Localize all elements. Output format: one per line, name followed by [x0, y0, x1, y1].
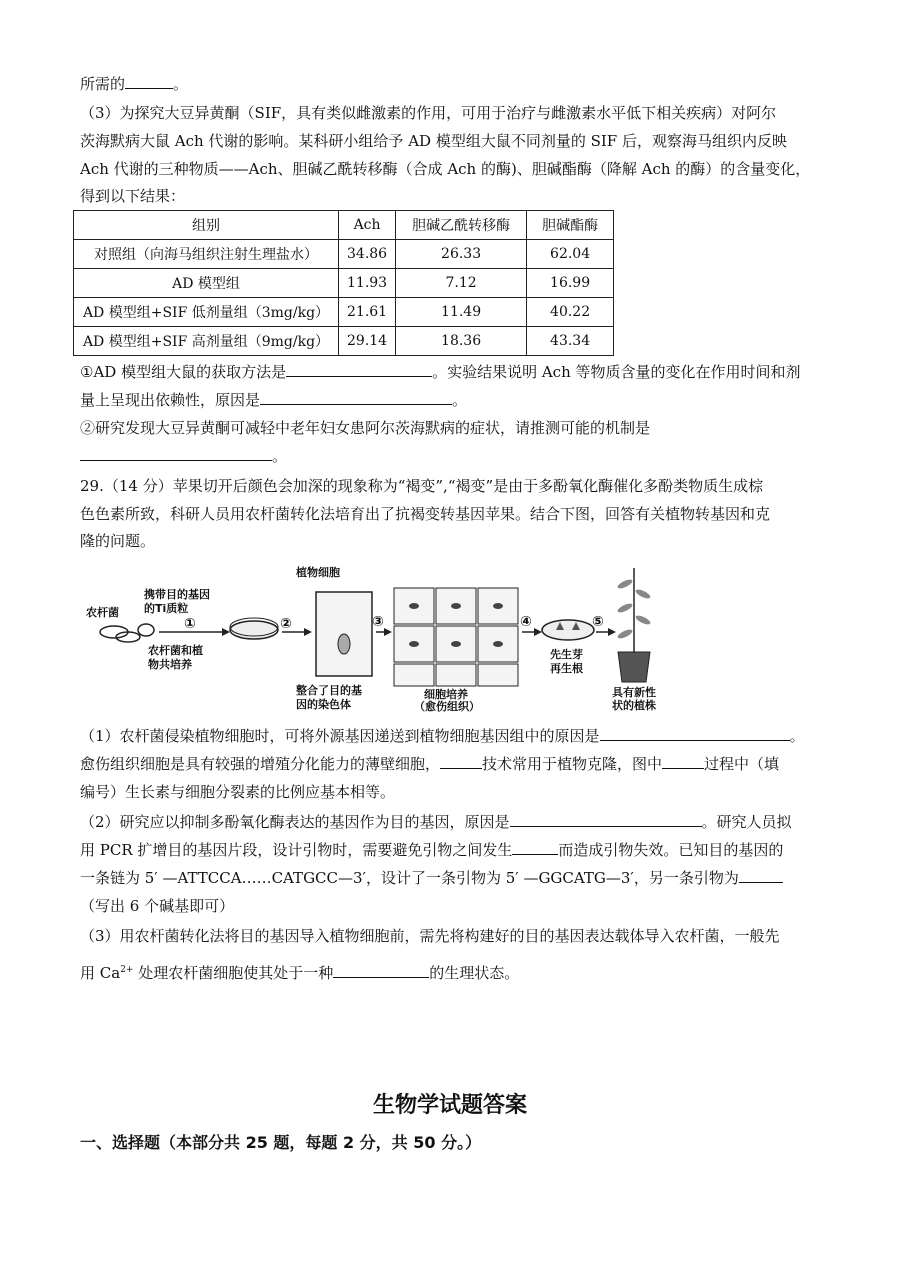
coculture-label-2: 物共培养 [148, 658, 192, 671]
answer-blank[interactable] [510, 812, 702, 827]
table-header-row [74, 211, 614, 240]
step-2-label: ② [280, 616, 292, 632]
sub1-text-3: 量上呈现出依赖性，原因是 [80, 391, 261, 409]
p1-text-3: 技术常用于植物克隆，图中 [482, 755, 663, 773]
answer-blank[interactable] [440, 754, 482, 769]
q29-p2-line1 [80, 812, 792, 832]
q29-intro-line1: 29.（14 分）苹果切开后颜色会加深的现象称为“褐变”,“褐变”是由于多酚氧化酶催化多酚类物质生成棕 [80, 477, 764, 495]
answers-title: 生物学试题答案 [372, 1093, 527, 1118]
answers-section-heading: 一、选择题（本部分共 25 题，每题 2 分，共 50 分。） [80, 1133, 482, 1152]
table-row [74, 269, 614, 298]
step-4-label: ④ [520, 614, 532, 630]
p1-text-4: 过程中（填 [704, 755, 780, 773]
answer-blank[interactable] [739, 868, 783, 883]
table-cell: AD 模型组+SIF 高剂量组（9mg/kg） [74, 327, 339, 356]
q29-p2-line2 [80, 840, 783, 860]
q29-p1-line2 [80, 754, 779, 774]
answer-blank[interactable] [80, 446, 272, 461]
shoot-label-1: 先生芽 [550, 648, 583, 661]
prev-answer-line [80, 74, 188, 94]
p3-text: 用 Ca [80, 964, 121, 982]
p3-text-2: 处理农杆菌细胞使其处于一种 [138, 964, 334, 982]
ti-plasmid-label-1: 携带目的基因 [144, 588, 210, 601]
table-cell: 11.93 [339, 269, 396, 298]
q29-p3-line2 [80, 960, 519, 983]
q29-p1-line1 [80, 726, 805, 746]
sub1-text-4: 。 [452, 391, 468, 409]
q28-3-sub2-line1: ②研究发现大豆异黄酮可减轻中老年妇女患阿尔茨海默病的症状，请推测可能的机制是 [80, 419, 651, 437]
step-1-label: ① [184, 616, 196, 632]
table-cell: 18.36 [396, 327, 527, 356]
q28-3-sub1-line2 [80, 390, 467, 410]
q29-p2-line3 [80, 868, 783, 888]
chromosome-label-2: 因的染色体 [296, 698, 351, 711]
q29-p2-line4: （写出 6 个碱基即可） [80, 897, 235, 915]
table-cell: AD 模型组+SIF 低剂量组（3mg/kg） [74, 298, 339, 327]
p2-text: （2）研究应以抑制多酚氧化酶表达的基因作为目的基因，原因是 [80, 813, 510, 831]
q28-3-line2: 茨海默病大鼠 Ach 代谢的影响。某科研小组给予 AD 模型组大鼠不同剂量的 SIF 后，观察海马组织内反映 [80, 132, 787, 150]
table-header-cell: Ach [339, 211, 396, 240]
prev-answer-text: 所需的 [80, 75, 126, 93]
p2-text-3: 用 PCR 扩增目的基因片段，设计引物时，需要避免引物之间发生 [80, 841, 513, 859]
shoot-label-2: 再生根 [550, 662, 583, 675]
q28-3-sub2-line2 [80, 446, 287, 466]
results-table [73, 210, 614, 356]
table-header-cell: 组别 [74, 211, 339, 240]
step-5-label: ⑤ [592, 614, 604, 630]
table-cell: 34.86 [339, 240, 396, 269]
ti-plasmid-label-2: 的Ti质粒 [144, 602, 189, 615]
p2-text-5: 一条链为 5′ —ATTCCA……CATGCC—3′，设计了一条引物为 5′ —GGCATG—3′，另一条引物为 [80, 869, 739, 887]
plant-label-2: 状的植株 [612, 699, 656, 712]
petri-dish-icon [230, 618, 278, 639]
agrobacterium-icon [100, 626, 140, 642]
answer-blank[interactable] [260, 390, 452, 405]
table-row [74, 240, 614, 269]
answer-blank[interactable] [662, 754, 704, 769]
step-3-label: ③ [372, 614, 384, 630]
q28-3-sub1-line1 [80, 362, 801, 382]
answer-blank[interactable] [600, 726, 790, 741]
table-cell: 26.33 [396, 240, 527, 269]
table-row [74, 327, 614, 356]
q28-3-line3: Ach 代谢的三种物质——Ach、胆碱乙酰转移酶（合成 Ach 的酶)、胆碱酯酶（降解 Ach 的酶）的含量变化， [80, 160, 811, 178]
q29-intro-line3: 隆的问题。 [80, 532, 156, 550]
prev-answer-end: 。 [173, 75, 189, 93]
p2-text-2: 。研究人员拟 [701, 813, 792, 831]
agrobacterium-label: 农杆菌 [86, 606, 119, 619]
p1-end: 。 [789, 727, 805, 745]
table-cell: 7.12 [396, 269, 527, 298]
answer-blank[interactable] [333, 963, 429, 978]
transgenic-plant-icon [616, 568, 651, 682]
table-header-cell: 胆碱乙酰转移酶 [396, 211, 527, 240]
table-cell: 对照组（向海马组织注射生理盐水） [74, 240, 339, 269]
p1-text-2: 愈伤组织细胞是具有较强的增殖分化能力的薄壁细胞， [80, 755, 441, 773]
table-header-cell: 胆碱酯酶 [527, 211, 614, 240]
answer-blank[interactable] [286, 362, 432, 377]
q29-p3-line1: （3）用农杆菌转化法将目的基因导入植物细胞前，需先将构建好的目的基因表达载体导入农杆菌，一般先 [80, 927, 780, 945]
chromosome-label-1: 整合了目的基 [296, 684, 362, 697]
table-cell: 11.49 [396, 298, 527, 327]
callus-cells-icon [394, 588, 518, 686]
callus-label-2: （愈伤组织） [414, 700, 480, 713]
q28-3-line1: （3）为探究大豆异黄酮（SIF，具有类似雌激素的作用，可用于治疗与雌激素水平低下相关疾病）对阿尔 [80, 104, 777, 122]
p3-superscript: 2+ [120, 965, 134, 975]
q29-p1-line3: 编号）生长素与细胞分裂素的比例应基本相等。 [80, 783, 396, 801]
sub2-end: 。 [272, 447, 288, 465]
table-cell: 21.61 [339, 298, 396, 327]
table-cell: 29.14 [339, 327, 396, 356]
sub1-text: ①AD 模型组大鼠的获取方法是 [80, 363, 287, 381]
plant-cell-label: 植物细胞 [296, 566, 340, 579]
p2-text-4: 而造成引物失效。已知目的基因的 [558, 841, 784, 859]
transgenic-process-figure [84, 560, 824, 713]
table-cell: 62.04 [527, 240, 614, 269]
plant-cell-icon [316, 592, 372, 676]
petri-dish-shoots-icon [542, 620, 594, 640]
table-row [74, 298, 614, 327]
plant-label-1: 具有新性 [612, 686, 656, 699]
callus-label-1: 细胞培养 [424, 688, 468, 701]
sub1-text-2: 。实验结果说明 Ach 等物质含量的变化在作用时间和剂 [432, 363, 801, 381]
p1-text: （1）农杆菌侵染植物细胞时，可将外源基因递送到植物细胞基因组中的原因是 [80, 727, 600, 745]
ti-plasmid-icon [138, 624, 154, 636]
table-cell: 43.34 [527, 327, 614, 356]
table-cell: AD 模型组 [74, 269, 339, 298]
q29-intro-line2: 色色素所致，科研人员用农杆菌转化法培育出了抗褐变转基因苹果。结合下图，回答有关植物转基因和克 [80, 505, 771, 523]
table-cell: 40.22 [527, 298, 614, 327]
q28-3-line4: 得到以下结果： [80, 187, 186, 205]
answer-blank[interactable] [125, 74, 173, 89]
coculture-label-1: 农杆菌和植 [148, 644, 203, 657]
p3-text-3: 的生理状态。 [429, 964, 520, 982]
answer-blank[interactable] [512, 840, 558, 855]
table-cell: 16.99 [527, 269, 614, 298]
